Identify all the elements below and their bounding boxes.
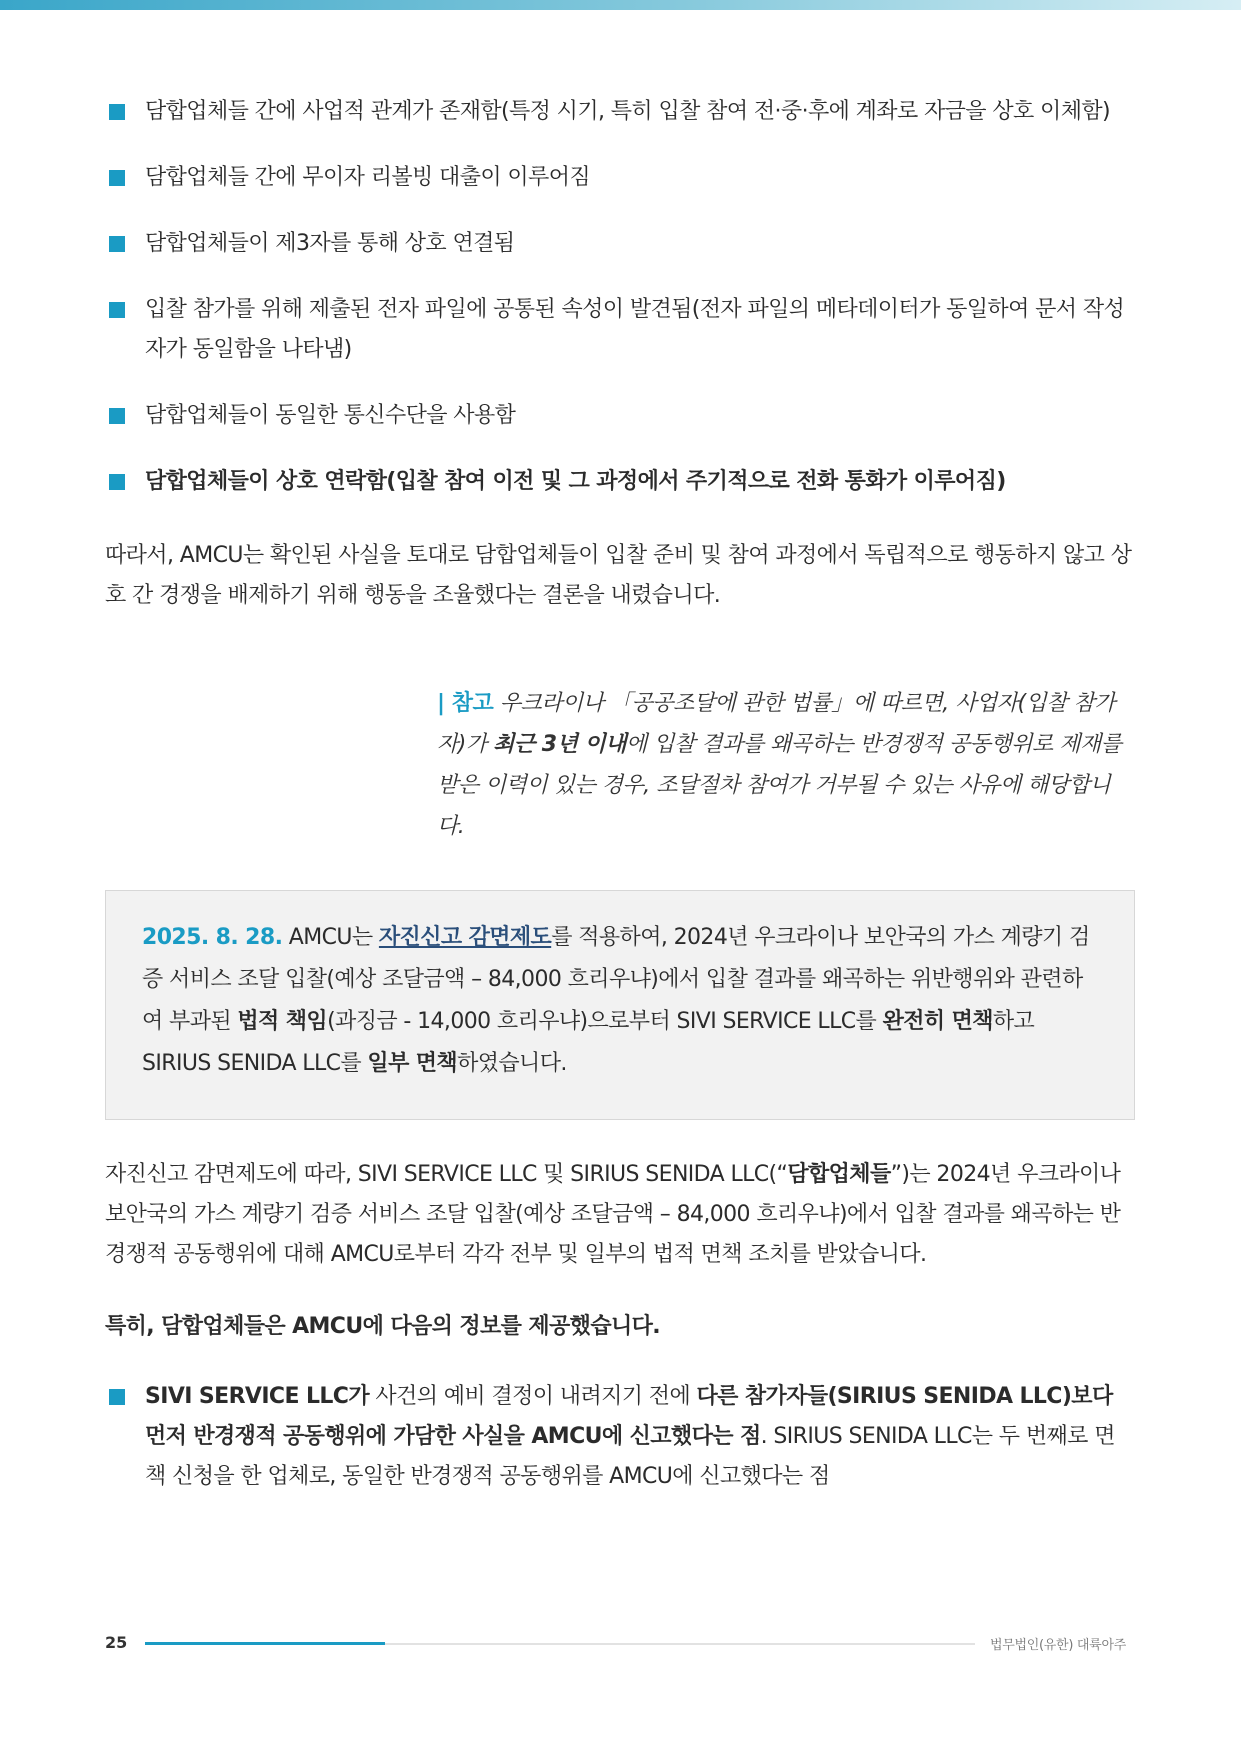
case-date: 2025. 8. 28. [142, 925, 283, 950]
square-bullet-icon [109, 170, 125, 186]
box-text: 하였습니다. [457, 1051, 567, 1076]
box-bold-text: 완전히 면책 [882, 1009, 993, 1034]
bullet-text: 담합업체들 간에 사업적 관계가 존재함(특정 시기, 특히 입찰 참여 전·중·후에 계좌로 자금을 상호 이체함) [145, 99, 1110, 124]
bullet-item [105, 396, 1135, 436]
main-content [105, 92, 1135, 616]
para-text: ”)는 2024년 우크라이나 보안국의 가스 계량기 검증 서비스 조달 입찰(예상 조달금액 – 84,000 흐리우냐)에서 입찰 결과를 왜곡하는 반경쟁적 공동행위에 대해 AMCU로부터 각각 전부 및 일부의 법적 면책 조치를 받았습니다. [105, 1162, 1121, 1267]
square-bullet-icon [109, 104, 125, 120]
lower-content [105, 1155, 1135, 1523]
box-bold-text: 법적 책임 [237, 1009, 328, 1034]
para-bold-text: 담합업체들 [787, 1162, 891, 1187]
bullet-item [105, 158, 1135, 198]
bullet-item [105, 462, 1135, 502]
box-text: AMCU는 [282, 925, 379, 950]
box-text: (과징금 - 14,000 흐리우냐)으로부터 SIVI SERVICE LLC를 [327, 1009, 883, 1034]
bullet-item [105, 92, 1135, 132]
footer-divider-accent [145, 1642, 385, 1645]
case-summary-box [105, 890, 1135, 1120]
bullet-bold-text: 다른 참가자들(SIRIUS SENIDA LLC)보다 먼저 반경쟁적 공동행위에 가담한 사실을 AMCU에 신고했다는 점 [145, 1384, 1113, 1449]
bullet-text: . SIRIUS SENIDA LLC는 두 번째로 면책 신청을 한 업체로, 동일한 반경쟁적 공동행위를 AMCU에 신고했다는 점 [145, 1424, 1115, 1489]
info-bullet-list [105, 1377, 1135, 1497]
bullet-item [105, 224, 1135, 264]
note-label: | 참고 [437, 691, 494, 716]
bullet-text: 사건의 예비 결정이 내려지기 전에 [369, 1384, 697, 1409]
bullet-text: 담합업체들 간에 무이자 리볼빙 대출이 이루어짐 [145, 165, 591, 190]
bullet-item [105, 290, 1135, 370]
page-number: 25 [105, 1633, 128, 1652]
top-accent-bar [0, 0, 1241, 10]
bullet-text: 담합업체들이 제3자를 통해 상호 연결됨 [145, 231, 515, 256]
bullet-text: 담합업체들이 동일한 통신수단을 사용함 [145, 403, 516, 428]
note-text: 우크라이나 「공공조달에 관한 법률」에 따르면, 사업자(입찰 참가자)가 [437, 691, 1116, 757]
bullet-text: 담합업체들이 상호 연락함(입찰 참여 이전 및 그 과정에서 주기적으로 전화 통화가 이루어짐) [145, 469, 1006, 494]
firm-name: 법무법인(유한) 대륙아주 [990, 1638, 1126, 1653]
para-text: 자진신고 감면제도에 따라, SIVI SERVICE LLC 및 SIRIUS SENIDA LLC(“ [105, 1162, 788, 1187]
square-bullet-icon [109, 302, 125, 318]
conclusion-paragraph: 따라서, AMCU는 확인된 사실을 토대로 담합업체들이 입찰 준비 및 참여 과정에서 독립적으로 행동하지 않고 상호 간 경쟁을 배제하기 위해 행동을 조율했다는 결론을 내렸습니다. [105, 543, 1132, 608]
bullet-item [105, 1377, 1135, 1497]
square-bullet-icon [109, 408, 125, 424]
leniency-paragraph [105, 1155, 1135, 1275]
box-text: 하고 SIRIUS SENIDA LLC를 [142, 1009, 1035, 1076]
bullet-text: 입찰 참가를 위해 제출된 전자 파일에 공통된 속성이 발견됨(전자 파일의 메타데이터가 동일하여 문서 작성자가 동일함을 나타냄) [145, 297, 1125, 362]
section-heading: 특히, 담합업체들은 AMCU에 다음의 정보를 제공했습니다. [105, 1314, 661, 1339]
note-text: 에 입찰 결과를 왜곡하는 반경쟁적 공동행위로 제재를 받은 이력이 있는 경우, 조달절차 참여가 거부될 수 있는 사유에 해당합니다. [437, 732, 1122, 839]
square-bullet-icon [109, 236, 125, 252]
note-emphasis: 최근 3년 이내 [493, 732, 626, 757]
box-bold-text: 일부 면책 [367, 1051, 458, 1076]
reference-note [437, 683, 1137, 847]
square-bullet-icon [109, 1389, 125, 1405]
leniency-program-link[interactable]: 자진신고 감면제도 [378, 925, 552, 950]
fact-bullet-list [105, 92, 1135, 502]
box-text: 를 적용하여, 2024년 우크라이나 보안국의 가스 계량기 검증 서비스 조달 입찰(예상 조달금액 – 84,000 흐리우냐)에서 입찰 결과를 왜곡하는 위반행위와 관련하여 부과된 [142, 925, 1090, 1034]
bullet-bold-text: SIVI SERVICE LLC가 [145, 1384, 369, 1409]
square-bullet-icon [109, 474, 125, 490]
